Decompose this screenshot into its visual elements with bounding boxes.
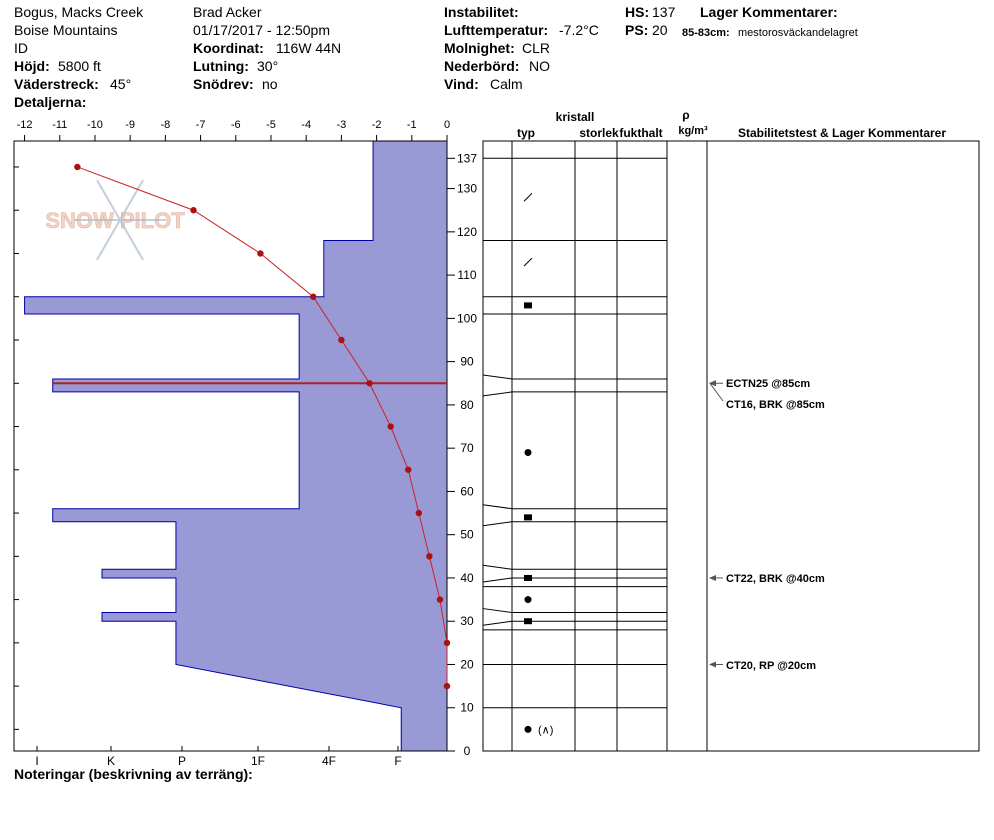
grain-decomposing-symbol [524,258,532,266]
temperature-point [387,423,393,429]
sky-value: CLR [522,40,551,56]
grain-faceted-symbol [524,575,532,581]
aspect-value: 45° [110,76,132,92]
sky-label: Molnighet: [444,40,515,56]
height-tick-label: 70 [460,441,474,456]
height-tick-label: 60 [460,484,474,499]
grain-rounded-symbol [525,596,532,603]
hs-label: HS: [625,4,650,20]
instability-label: Instabilitet: [444,4,519,20]
coord-label: Koordinat: [193,40,264,56]
drift-value: no [262,76,278,92]
stability-test-label: ECTN25 @85cm [726,378,811,390]
grain-symbol-text: (∧) [538,724,554,737]
temp-tick-label: -11 [52,119,68,131]
height-tick-label: 137 [456,151,478,166]
hardness-label: K [106,754,116,768]
grain-faceted-symbol [524,514,532,520]
snowflake-icon [74,180,166,260]
stability-test-label: CT16, BRK @85cm [726,399,825,411]
hardness-label: 1F [250,754,266,768]
hardness-label: P [177,754,187,768]
temperature-point [310,294,316,300]
location: Bogus, Macks Creek [14,4,144,20]
temp-tick-label: -4 [301,119,312,131]
slope-label: Lutning: [193,58,249,74]
height-tick-label: 120 [456,224,478,239]
moisture-header: fukthalt [619,126,663,140]
airtemp-label: Lufttemperatur: [444,22,549,38]
height-tick-label: 20 [460,657,474,672]
temp-tick-label: -10 [87,119,103,131]
stability-test-label: CT20, RP @20cm [726,660,817,672]
temperature-point [74,164,80,170]
size-header: storlek [579,126,619,140]
temperature-point [338,337,344,343]
layer-comment-text: mestorosväckandelagret [738,27,858,39]
airtemp-value: -7.2°C [559,22,599,38]
temp-tick-label: -3 [336,119,347,131]
height-tick-label: 80 [460,397,474,412]
temp-tick-label: -12 [16,119,33,131]
height-tick-label: 40 [460,570,474,585]
height-tick-label: 100 [456,311,478,326]
stability-test-label: CT22, BRK @40cm [726,573,825,585]
height-tick-label: 130 [456,181,478,196]
grain-rounded-symbol [525,726,532,733]
temperature-point [416,510,422,516]
notes-label: Noteringar (beskrivning av terräng): [14,766,253,782]
hs-value: 137 [652,4,676,20]
grain-decomposing-symbol [524,193,532,201]
grain-faceted-symbol [524,618,532,624]
slope-value: 30° [257,58,279,74]
state: ID [14,40,28,56]
temperature-point [257,250,263,256]
temperature-point [190,207,196,213]
stability-arrow-icon [709,661,716,667]
height-tick-label: 50 [460,527,474,542]
wind-value: Calm [490,76,523,92]
temp-tick-label: -7 [195,119,206,131]
height-tick-label: 30 [460,614,474,629]
temp-tick-label: -5 [266,119,276,131]
temperature-point [405,467,411,473]
stability-header: Stabilitetstest & Lager Kommentarer [737,126,947,140]
stability-arrow-icon [709,575,716,581]
watermark-text: SNOW PILOT [45,208,185,233]
stability-arrow-icon [709,380,716,386]
temperature-point [366,380,372,386]
crystal-header: kristall [555,110,595,124]
temp-tick-label: -2 [371,119,382,131]
details-label: Detaljerna: [14,94,87,110]
ps-label: PS: [625,22,649,38]
layer-comments-label: Lager Kommentarer: [700,4,838,20]
temperature-point [444,640,450,646]
temp-tick-label: -8 [160,119,171,131]
hardness-label: I [35,754,39,768]
type-header: typ [517,126,535,140]
hardness-label: 4F [321,754,337,768]
temp-tick-label: 0 [443,119,451,131]
layer-comment-range: 85-83cm: [682,27,730,39]
height-tick-label: 0 [463,744,471,758]
height-tick-label: 90 [460,354,474,369]
precip-value: NO [529,58,550,74]
elevation-label: Höjd: [14,58,50,74]
temperature-point [444,683,450,689]
precip-label: Nederbörd: [444,58,520,74]
temperature-point [437,596,443,602]
elevation-value: 5800 ft [58,58,101,74]
temperature-point [426,553,432,559]
ps-value: 20 [652,22,668,38]
temp-tick-label: -1 [406,119,417,131]
observer: Brad Acker [193,4,262,20]
stability-arrow-line [710,383,723,401]
temp-tick-label: -6 [230,119,241,131]
datetime: 01/17/2017 - 12:50pm [193,22,330,38]
density-unit-header: kg/m³ [678,125,708,137]
wind-label: Vind: [444,76,479,92]
height-tick-label: 10 [460,700,474,715]
grain-faceted-symbol [524,302,532,308]
rho-header: ρ [682,108,690,122]
temp-tick-label: -9 [125,119,136,131]
drift-label: Snödrev: [193,76,254,92]
height-tick-label: 110 [457,268,477,283]
hardness-label: F [394,754,402,768]
aspect-label: Väderstreck: [14,76,99,92]
coord-value: 116W 44N [276,40,342,56]
range: Boise Mountains [14,22,118,38]
grain-rounded-symbol [525,449,532,456]
